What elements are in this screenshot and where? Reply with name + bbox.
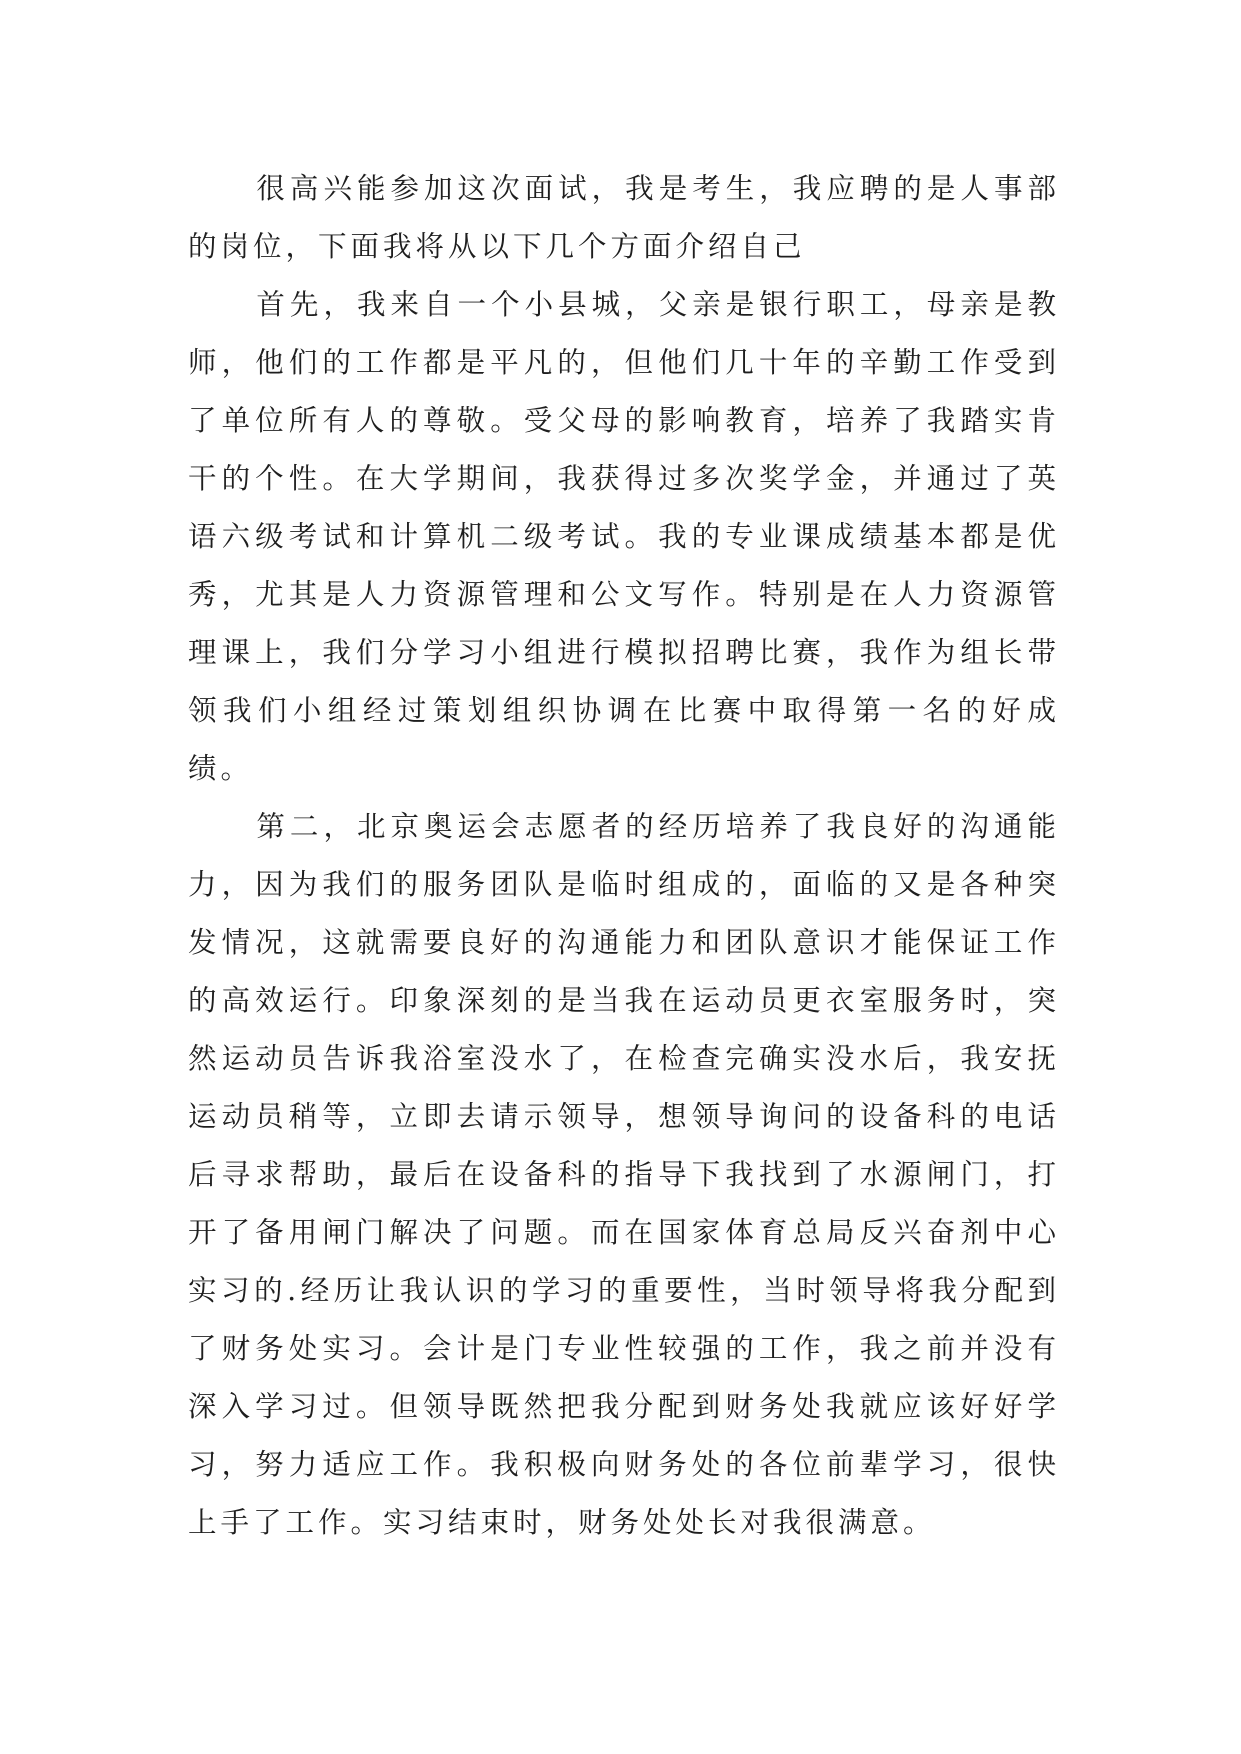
paragraph-second: 第二，北京奥运会志愿者的经历培养了我良好的沟通能力，因为我们的服务团队是临时组成的，面临的又是各种突发情况，这就需要良好的沟通能力和团队意识才能保证工作的高效运行。印象深刻的是当我在运动员更衣室服务时，突然运动员告诉我浴室没水了，在检查完确实没水后，我安抚运动员稍等，立即去请示领导，想领导询问的设备科的电话后寻求帮助，最后在设备科的指导下我找到了水源闸门，打开了备用闸门解决了问题。而在国家体育总局反兴奋剂中心实习的.经历让我认识的学习的重要性，当时领导将我分配到了财务处实习。会计是门专业性较强的工作，我之前并没有深入学习过。但领导既然把我分配到财务处我就应该好好学习，努力适应工作。我积极向财务处的各位前辈学习，很快上手了工作。实习结束时，财务处处长对我很满意。	[188, 810, 1060, 1539]
paragraph-intro: 很高兴能参加这次面试，我是考生，我应聘的是人事部的岗位，下面我将从以下几个方面介绍自己	[188, 172, 1060, 263]
document-body	[188, 160, 1060, 1552]
paragraph-first: 首先，我来自一个小县城，父亲是银行职工，母亲是教师，他们的工作都是平凡的，但他们几十年的辛勤工作受到了单位所有人的尊敬。受父母的影响教育，培养了我踏实肯干的个性。在大学期间，我获得过多次奖学金，并通过了英语六级考试和计算机二级考试。我的专业课成绩基本都是优秀，尤其是人力资源管理和公文写作。特别是在人力资源管理课上，我们分学习小组进行模拟招聘比赛，我作为组长带领我们小组经过策划组织协调在比赛中取得第一名的好成绩。	[188, 288, 1060, 785]
